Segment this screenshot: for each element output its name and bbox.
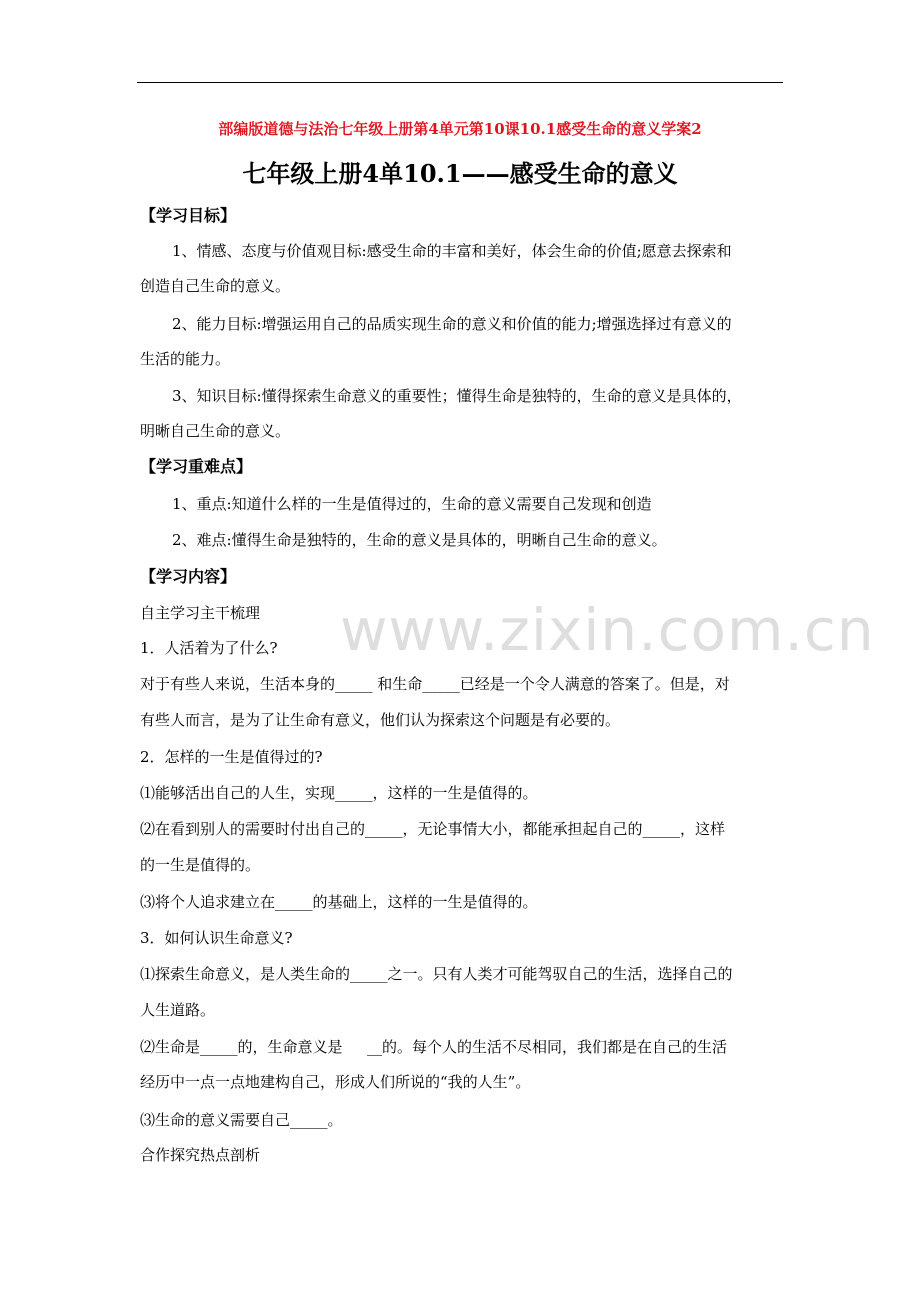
goal-1-line-1: 1、情感、态度与价值观目标:感受生命的丰富和美好，体会生命的价值;愿意去探索和 [172,242,732,260]
section-heading-content: 【学习内容】 [140,567,237,586]
question-1-text-line-2: 有些人而言，是为了让生命有意义，他们认为探索这个问题是有必要的。 [140,711,621,729]
question-3: 3．如何认识生命意义? [140,929,293,947]
question-2-item-2-line-1: ⑵在看到别人的需要时付出自己的_____，无论事情大小，都能承担起自己的_____，这样 [140,820,726,838]
goal-1-line-2: 创造自己生命的意义。 [140,277,291,295]
goal-2-line-2: 生活的能力。 [140,350,231,368]
question-2-item-1: ⑴能够活出自己的人生，实现_____，这样的一生是值得的。 [140,784,538,802]
goal-2-line-1: 2、能力目标:增强运用自己的品质实现生命的意义和价值的能力;增强选择过有意义的 [172,315,732,333]
page-title: 七年级上册4单10.1——感受生命的意义 [242,159,678,188]
question-1-text-line-1: 对于有些人来说，生活本身的_____ 和生命_____已经是一个令人满意的答案了。但是，对 [140,675,730,693]
section-heading-key-points: 【学习重难点】 [140,457,253,476]
question-3-item-1-line-1: ⑴探索生命意义，是人类生命的_____之一。只有人类才可能驾驭自己的生活，选择自己的 [140,965,733,983]
key-point-2: 2、难点:懂得生命是独特的，生命的意义是具体的，明晰自己生命的意义。 [172,531,667,549]
header-rule [137,82,783,83]
document-title: 部编版道德与法治七年级上册第4单元第10课10.1感受生命的意义学案2 [218,120,702,138]
question-3-item-1-line-2: 人生道路。 [140,1001,216,1019]
question-2: 2．怎样的一生是值得过的? [140,748,323,766]
goal-3-line-1: 3、知识目标:懂得探索生命意义的重要性；懂得生命是独特的，生命的意义是具体的， [172,387,742,405]
subsection-self-study: 自主学习主干梳理 [140,604,261,622]
question-2-item-2-line-2: 的一生是值得的。 [140,856,261,874]
goal-3-line-2: 明晰自己生命的意义。 [140,422,291,440]
question-2-item-3: ⑶将个人追求建立在_____的基础上，这样的一生是值得的。 [140,893,538,911]
question-1: 1．人活着为了什么? [140,639,278,657]
question-3-item-2-line-2: 经历中一点一点地建构自己，形成人们所说的“我的人生”。 [140,1073,531,1091]
question-3-item-3: ⑶生命的意义需要自己_____。 [140,1111,343,1129]
section-heading-goals: 【学习目标】 [140,206,237,225]
subsection-cooperative-inquiry: 合作探究热点剖析 [140,1146,261,1164]
key-point-1: 1、重点:知道什么样的一生是值得过的，生命的意义需要自己发现和创造 [172,495,652,513]
question-3-item-2-line-1: ⑵生命是_____的，生命意义是 __的。每个人的生活不尽相同，我们都是在自己的生活 [140,1038,728,1056]
watermark: www.zixin.com.cn [340,596,875,664]
